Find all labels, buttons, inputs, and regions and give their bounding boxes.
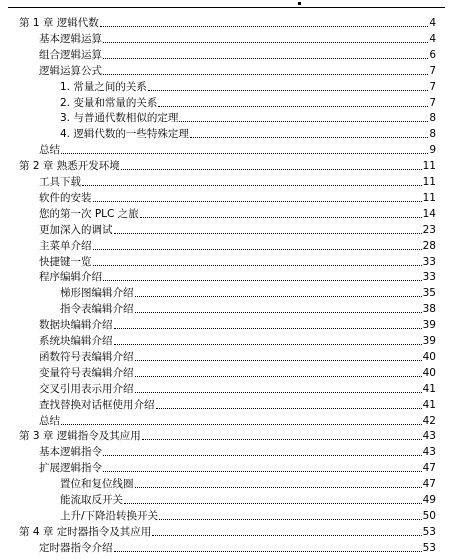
- toc-section-entry[interactable]: [39, 237, 436, 253]
- dot-leader: [190, 137, 428, 138]
- toc-entry-page-number: 23: [422, 223, 436, 236]
- toc-section-entry[interactable]: [39, 173, 436, 189]
- dot-leader: [121, 169, 422, 170]
- dot-leader: [135, 360, 422, 361]
- toc-entry-title: 第 4 章 定时器指令及其应用: [19, 525, 152, 538]
- toc-section-entry[interactable]: [39, 539, 436, 555]
- toc-entry-page-number: 11: [422, 160, 436, 173]
- toc-chapter-entry[interactable]: [19, 523, 436, 539]
- dot-leader: [103, 74, 428, 75]
- dot-leader: [114, 551, 422, 552]
- toc-entry-title: 定时器指令介绍: [39, 541, 113, 554]
- toc-subsection-entry[interactable]: [60, 475, 436, 491]
- dot-leader: [159, 519, 422, 520]
- toc-entry-page-number: 8: [429, 112, 436, 125]
- dot-leader: [140, 217, 422, 218]
- dot-leader: [93, 201, 422, 202]
- dot-leader: [114, 233, 422, 234]
- toc-entry-title: 总结: [39, 414, 60, 427]
- toc-entry-page-number: 41: [422, 382, 436, 395]
- dot-leader: [103, 471, 422, 472]
- toc-subsection-entry[interactable]: [60, 78, 436, 94]
- dot-leader: [93, 265, 422, 266]
- toc-entry-page-number: 47: [422, 478, 436, 491]
- toc-entry-page-number: 11: [422, 176, 436, 188]
- toc-entry-page-number: 4: [429, 32, 436, 45]
- dot-leader: [142, 439, 422, 440]
- toc-section-entry[interactable]: [39, 253, 436, 269]
- dot-leader: [148, 90, 428, 91]
- toc-entry-page-number: 28: [422, 239, 436, 252]
- toc-entry-title: 查找替换对话框使用介绍: [39, 398, 155, 411]
- toc-subsection-entry[interactable]: [60, 284, 436, 300]
- toc-entry-title: 第 2 章 熟悉开发环境: [19, 160, 120, 173]
- toc-entry-page-number: 33: [422, 271, 436, 284]
- toc-section-entry[interactable]: [39, 268, 436, 284]
- toc-entry-page-number: 8: [429, 128, 436, 141]
- dot-leader: [93, 249, 422, 250]
- dot-leader: [135, 312, 422, 313]
- toc-entry-title: 第 3 章 逻辑指令及其应用: [19, 430, 141, 443]
- toc-section-entry[interactable]: [39, 459, 436, 475]
- toc-section-entry[interactable]: [39, 348, 436, 364]
- dot-leader: [124, 503, 422, 504]
- toc-section-entry[interactable]: [39, 189, 436, 205]
- dot-leader: [158, 106, 428, 107]
- dot-leader: [114, 328, 422, 329]
- toc-entry-page-number: 53: [422, 525, 436, 538]
- dot-leader: [103, 42, 428, 43]
- dot-leader: [61, 424, 422, 425]
- toc-entry-title: 您的第一次 PLC 之旅: [39, 207, 139, 220]
- toc-entry-title: 指令表编辑介绍: [60, 303, 134, 316]
- toc-entry-page-number: 43: [422, 446, 436, 459]
- toc-section-entry[interactable]: [39, 141, 436, 157]
- header-mark: [298, 2, 301, 5]
- toc-entry-title: 软件的安装: [39, 191, 92, 204]
- dot-leader: [152, 535, 421, 536]
- toc-entry-title: 3. 与普通代数相似的定理: [60, 112, 179, 125]
- dot-leader: [61, 153, 428, 154]
- toc-subsection-entry[interactable]: [60, 491, 436, 507]
- toc-entry-title: 程序编辑介绍: [39, 271, 102, 284]
- toc-entry-page-number: 42: [422, 414, 436, 427]
- toc-entry-title: 置位和复位线圈: [60, 478, 134, 491]
- toc-section-entry[interactable]: [39, 443, 436, 459]
- toc-entry-title: 上升/下降沿转换开关: [60, 509, 159, 522]
- toc-entry-title: 变量符号表编辑介绍: [39, 366, 134, 379]
- toc-entry-page-number: 9: [429, 144, 436, 157]
- toc-entry-page-number: 50: [422, 509, 436, 522]
- header-rule: [8, 7, 445, 8]
- dot-leader: [100, 26, 429, 27]
- toc-section-entry[interactable]: [39, 221, 436, 237]
- toc-section-entry[interactable]: [39, 30, 436, 46]
- toc-entry-title: 组合逻辑运算: [39, 48, 102, 61]
- toc-entry-title: 交叉引用表示用介绍: [39, 382, 134, 395]
- toc-entry-page-number: 39: [422, 335, 436, 347]
- dot-leader: [82, 185, 422, 186]
- toc-entry-page-number: 53: [422, 541, 436, 554]
- toc-entry-page-number: 4: [429, 17, 436, 29]
- toc-section-entry[interactable]: [39, 332, 436, 348]
- toc-entry-page-number: 11: [422, 191, 436, 204]
- dot-leader: [135, 392, 422, 393]
- toc-subsection-entry[interactable]: [60, 94, 436, 110]
- toc-entry-title: 工具下载: [39, 176, 81, 188]
- toc-entry-title: 1. 常量之间的关系: [60, 80, 147, 93]
- toc-entry-page-number: 35: [422, 287, 436, 300]
- toc-entry-title: 数据块编辑介绍: [39, 319, 113, 332]
- toc-entry-page-number: 39: [422, 319, 436, 332]
- toc-entry-title: 总结: [39, 144, 60, 157]
- toc-entry-title: 2. 变量和常量的关系: [60, 96, 158, 109]
- dot-leader: [179, 121, 428, 122]
- toc-entry-title: 基本逻辑运算: [39, 32, 102, 45]
- toc-subsection-entry[interactable]: [60, 109, 436, 125]
- toc-entry-page-number: 7: [429, 64, 436, 77]
- toc-entry-page-number: 38: [422, 303, 436, 316]
- toc-entry-page-number: 43: [422, 430, 436, 443]
- toc-entry-title: 基本逻辑指令: [39, 446, 102, 459]
- toc-section-entry[interactable]: [39, 380, 436, 396]
- dot-leader: [103, 455, 422, 456]
- toc-entry-page-number: 7: [429, 80, 436, 93]
- toc-entry-page-number: 41: [422, 398, 436, 411]
- toc-entry-page-number: 6: [429, 48, 436, 61]
- toc-entry-page-number: 49: [422, 494, 436, 506]
- toc-entry-title: 系统块编辑介绍: [39, 335, 113, 347]
- dot-leader: [135, 296, 422, 297]
- toc-entry-page-number: 7: [429, 96, 436, 109]
- toc-entry-page-number: 47: [422, 462, 436, 475]
- toc-subsection-entry[interactable]: [60, 125, 436, 141]
- toc-entry-title: 主菜单介绍: [39, 239, 92, 252]
- toc-entry-title: 逻辑运算公式: [39, 64, 102, 77]
- dot-leader: [114, 344, 422, 345]
- toc-entry-title: 4. 逻辑代数的一些特殊定理: [60, 128, 189, 141]
- toc-entry-title: 第 1 章 逻辑代数: [19, 17, 99, 29]
- toc-section-entry[interactable]: [39, 46, 436, 62]
- toc-chapter-entry[interactable]: [19, 157, 436, 173]
- dot-leader: [135, 487, 422, 488]
- toc-entry-title: 梯形图编辑介绍: [60, 287, 134, 300]
- toc-section-entry[interactable]: [39, 62, 436, 78]
- toc-entry-title: 能流取反开关: [60, 494, 123, 506]
- toc-section-entry[interactable]: [39, 412, 436, 428]
- dot-leader: [135, 376, 422, 377]
- dot-leader: [103, 58, 428, 59]
- toc-entry-page-number: 40: [422, 366, 436, 379]
- toc-entry-page-number: 40: [422, 350, 436, 363]
- toc-section-entry[interactable]: [39, 316, 436, 332]
- toc-entry-title: 函数符号表编辑介绍: [39, 350, 134, 363]
- toc-chapter-entry[interactable]: [19, 427, 436, 443]
- toc-entry-page-number: 14: [422, 207, 436, 220]
- toc-section-entry[interactable]: [39, 205, 436, 221]
- toc-section-entry[interactable]: [39, 364, 436, 380]
- toc-entry-title: 更加深入的调试: [39, 223, 113, 236]
- toc-section-entry[interactable]: [39, 396, 436, 412]
- toc-subsection-entry[interactable]: [60, 300, 436, 316]
- dot-leader: [103, 280, 422, 281]
- toc-subsection-entry[interactable]: [60, 507, 436, 523]
- toc-chapter-entry[interactable]: [19, 14, 436, 30]
- toc-entry-title: 快捷键一览: [39, 255, 92, 268]
- toc-entry-page-number: 33: [422, 255, 436, 268]
- toc-entry-title: 扩展逻辑指令: [39, 462, 102, 475]
- dot-leader: [156, 408, 422, 409]
